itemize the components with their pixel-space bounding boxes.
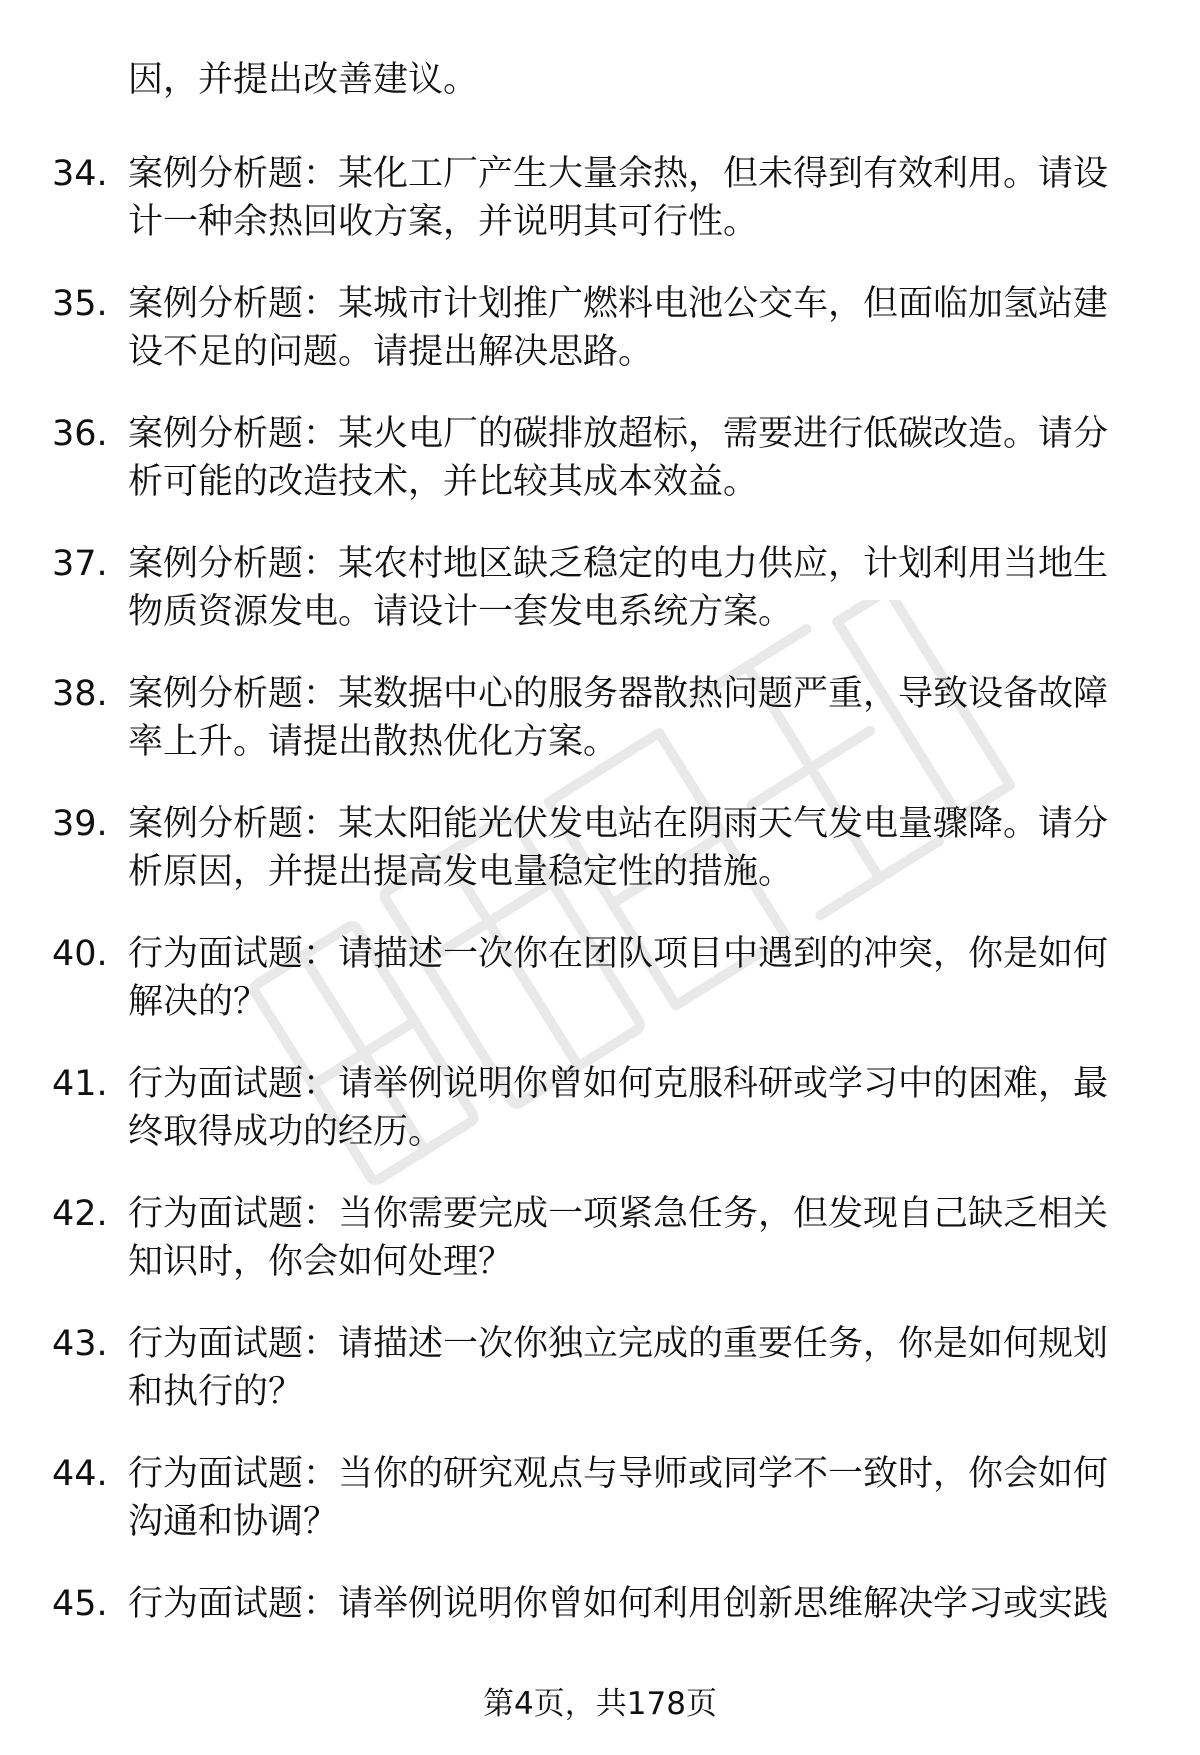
- question-item: [0, 540, 1200, 670]
- question-list: [0, 150, 1200, 1710]
- continuation-line: 因，并提出改善建议。: [128, 60, 479, 100]
- question-text-line: 案例分析题：某太阳能光伏发电站在阴雨天气发电量骤降。请分: [128, 804, 1109, 844]
- page-footer: 第4页，共178页: [483, 1686, 717, 1722]
- question-number: 36.: [52, 414, 108, 454]
- question-text-line: 案例分析题：某火电厂的碳排放超标，需要进行低碳改造。请分: [128, 414, 1109, 454]
- question-text-line: 行为面试题：当你需要完成一项紧急任务，但发现自己缺乏相关: [128, 1194, 1109, 1234]
- question-number: 39.: [52, 804, 108, 844]
- question-text-line: 案例分析题：某城市计划推广燃料电池公交车，但面临加氢站建: [128, 284, 1109, 324]
- question-text: [128, 800, 1148, 896]
- question-item: [0, 280, 1200, 410]
- question-item: [0, 150, 1200, 280]
- question-number: 40.: [52, 934, 108, 974]
- question-text: [128, 1060, 1148, 1156]
- question-item: [0, 800, 1200, 930]
- question-item: [0, 1450, 1200, 1580]
- question-text-line: 案例分析题：某化工厂产生大量余热，但未得到有效利用。请设: [128, 154, 1109, 194]
- question-text-line: 和执行的？: [128, 1372, 304, 1412]
- question-number: 41.: [52, 1064, 108, 1104]
- question-text-line: 终取得成功的经历。: [128, 1112, 444, 1152]
- question-text-line: 解决的？: [128, 982, 269, 1022]
- question-text-line: 案例分析题：某数据中心的服务器散热问题严重，导致设备故障: [128, 674, 1109, 714]
- question-text-line: 设不足的问题。请提出解决思路。: [128, 332, 654, 372]
- question-text-line: 行为面试题：请举例说明你曾如何克服科研或学习中的困难，最: [128, 1064, 1109, 1104]
- question-text-line: 计一种余热回收方案，并说明其可行性。: [128, 202, 759, 242]
- question-item: [0, 670, 1200, 800]
- question-text: [128, 1190, 1148, 1286]
- question-item: [0, 930, 1200, 1060]
- question-text-line: 物质资源发电。请设计一套发电系统方案。: [128, 592, 794, 632]
- question-item: [0, 410, 1200, 540]
- question-text-line: 析可能的改造技术，并比较其成本效益。: [128, 462, 759, 502]
- question-number: 38.: [52, 674, 108, 714]
- question-number: 35.: [52, 284, 108, 324]
- question-item: [0, 1190, 1200, 1320]
- question-text-line: 析原因，并提出提高发电量稳定性的措施。: [128, 852, 794, 892]
- question-text-line: 行为面试题：请举例说明你曾如何利用创新思维解决学习或实践: [128, 1584, 1109, 1624]
- question-item: [0, 1320, 1200, 1450]
- question-text: [128, 670, 1148, 766]
- question-number: 45.: [52, 1584, 108, 1624]
- question-number: 44.: [52, 1454, 108, 1494]
- question-text-line: 行为面试题：当你的研究观点与导师或同学不一致时，你会如何: [128, 1454, 1109, 1494]
- question-text-line: 行为面试题：请描述一次你独立完成的重要任务，你是如何规划: [128, 1324, 1109, 1364]
- question-text-line: 知识时，你会如何处理？: [128, 1242, 514, 1282]
- question-text: [128, 1450, 1148, 1546]
- question-text: [128, 930, 1148, 1026]
- question-item: [0, 1060, 1200, 1190]
- question-text-line: 行为面试题：请描述一次你在团队项目中遇到的冲突，你是如何: [128, 934, 1109, 974]
- question-text: [128, 1320, 1148, 1416]
- question-number: 37.: [52, 544, 108, 584]
- question-text-line: 沟通和协调？: [128, 1502, 339, 1542]
- question-text: [128, 150, 1148, 246]
- question-text: [128, 1580, 1148, 1628]
- question-number: 43.: [52, 1324, 108, 1364]
- question-text-line: 案例分析题：某农村地区缺乏稳定的电力供应，计划利用当地生: [128, 544, 1109, 584]
- question-number: 34.: [52, 154, 108, 194]
- question-number: 42.: [52, 1194, 108, 1234]
- question-text: [128, 280, 1148, 376]
- question-text: [128, 410, 1148, 506]
- question-text: [128, 540, 1148, 636]
- question-text-line: 率上升。请提出散热优化方案。: [128, 722, 619, 762]
